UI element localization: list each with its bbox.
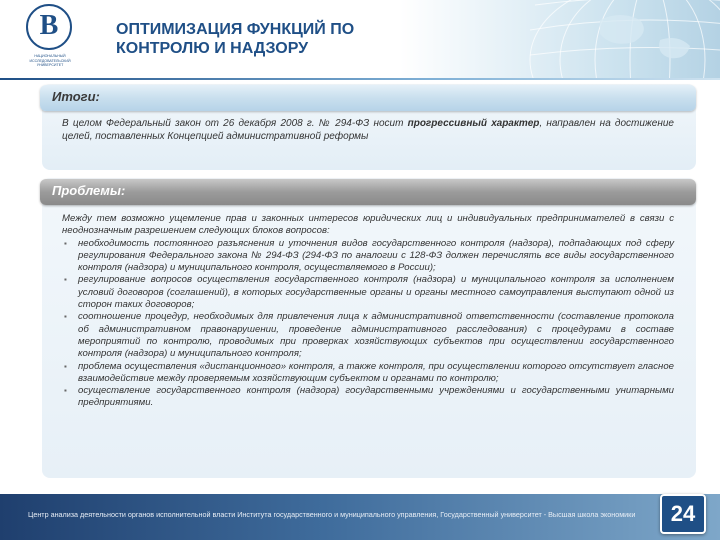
list-item-text: осуществление государственного контроля (надзора) государственными учреждениями и государственными унитарными предприятиями.	[78, 385, 674, 409]
list-item-text: соотношение процедур, необходимых для привлечения лица к административной ответственности (составление протокола об административном правонарушении, проведение административного расследования) с процедурами в составе мероприятий по контролю, проводимых при проверках хозяйствующих субъектов при осуществлении государственного контроля (надзора) и муниципального контроля;	[78, 311, 674, 360]
problems-heading-bar	[40, 179, 696, 205]
bullet-icon: ▪	[64, 386, 67, 396]
globe-graphic	[400, 0, 720, 78]
page-number-badge	[660, 494, 706, 534]
problems-text	[62, 213, 674, 410]
slide-footer	[0, 494, 720, 540]
slide-title: ОПТИМИЗАЦИЯ ФУНКЦИЙ ПО КОНТРОЛЮ И НАДЗОРУ	[116, 21, 355, 57]
problems-heading: Проблемы:	[52, 183, 126, 198]
list-item-text: проблема осуществления «дистанционного» контроля, а также контроля, при осуществлении которого отсутствует гласное взаимодействие между проверяемым хозяйствующим субъектом и органами по контролю;	[78, 360, 674, 384]
results-text-start: В целом Федеральный закон от 26 декабря 2008 г. № 294-ФЗ носит	[62, 118, 408, 129]
list-item	[62, 361, 674, 386]
results-heading-bar	[40, 85, 696, 111]
results-text-emphasis: прогрессивный характер	[407, 118, 540, 129]
results-text-end: , направлен на достижение целей, поставленных Концепцией административной реформы	[62, 118, 674, 142]
bullet-icon: ▪	[64, 238, 67, 248]
slide-header	[0, 0, 720, 78]
list-item	[62, 274, 674, 311]
results-text	[62, 117, 674, 143]
problems-intro: Между тем возможно ущемление прав и законных интересов юридических лиц и индивидуальных предпринимателей в связи с неоднозначным разрешением следующих блоков вопросов:	[62, 213, 674, 237]
list-item-text: регулирование вопросов осуществления государственного контроля (надзора) и муниципального контроля за исполнением условий договоров (соглашений), в которых государственные органы и органы местного самоуправления выступают одной из сторон таких договоров;	[78, 274, 674, 311]
header-divider	[0, 78, 720, 80]
logo-letter: В	[39, 10, 59, 41]
list-item-text: необходимость постоянного разъяснения и уточнения видов государственного контроля (надзора), подпадающих под сферу регулирования Федерального закона № 294-ФЗ (294-ФЗ по аналогии с 128-ФЗ должен перечислять все виды государственного контроля (надзора) и муниципального контроля, осуществляемого в России);	[78, 237, 674, 274]
page-number: 24	[670, 501, 696, 526]
bullet-icon: ▪	[64, 312, 67, 322]
bullet-icon: ▪	[64, 275, 67, 285]
footer-text: Центр анализа деятельности органов исполнительной власти Института государственного и муниципального управления, Государственный университет - Высшая школа экономики	[28, 510, 636, 519]
university-logo	[18, 4, 82, 76]
logo-emblem	[26, 4, 72, 50]
results-heading: Итоги:	[52, 89, 100, 104]
bullet-icon: ▪	[64, 361, 67, 371]
logo-caption: НАЦИОНАЛЬНЫЙ ИССЛЕДОВАТЕЛЬСКИЙ УНИВЕРСИТЕТ	[29, 54, 71, 67]
list-item	[62, 385, 674, 410]
list-item	[62, 311, 674, 360]
list-item	[62, 238, 674, 275]
problems-list	[62, 238, 674, 410]
